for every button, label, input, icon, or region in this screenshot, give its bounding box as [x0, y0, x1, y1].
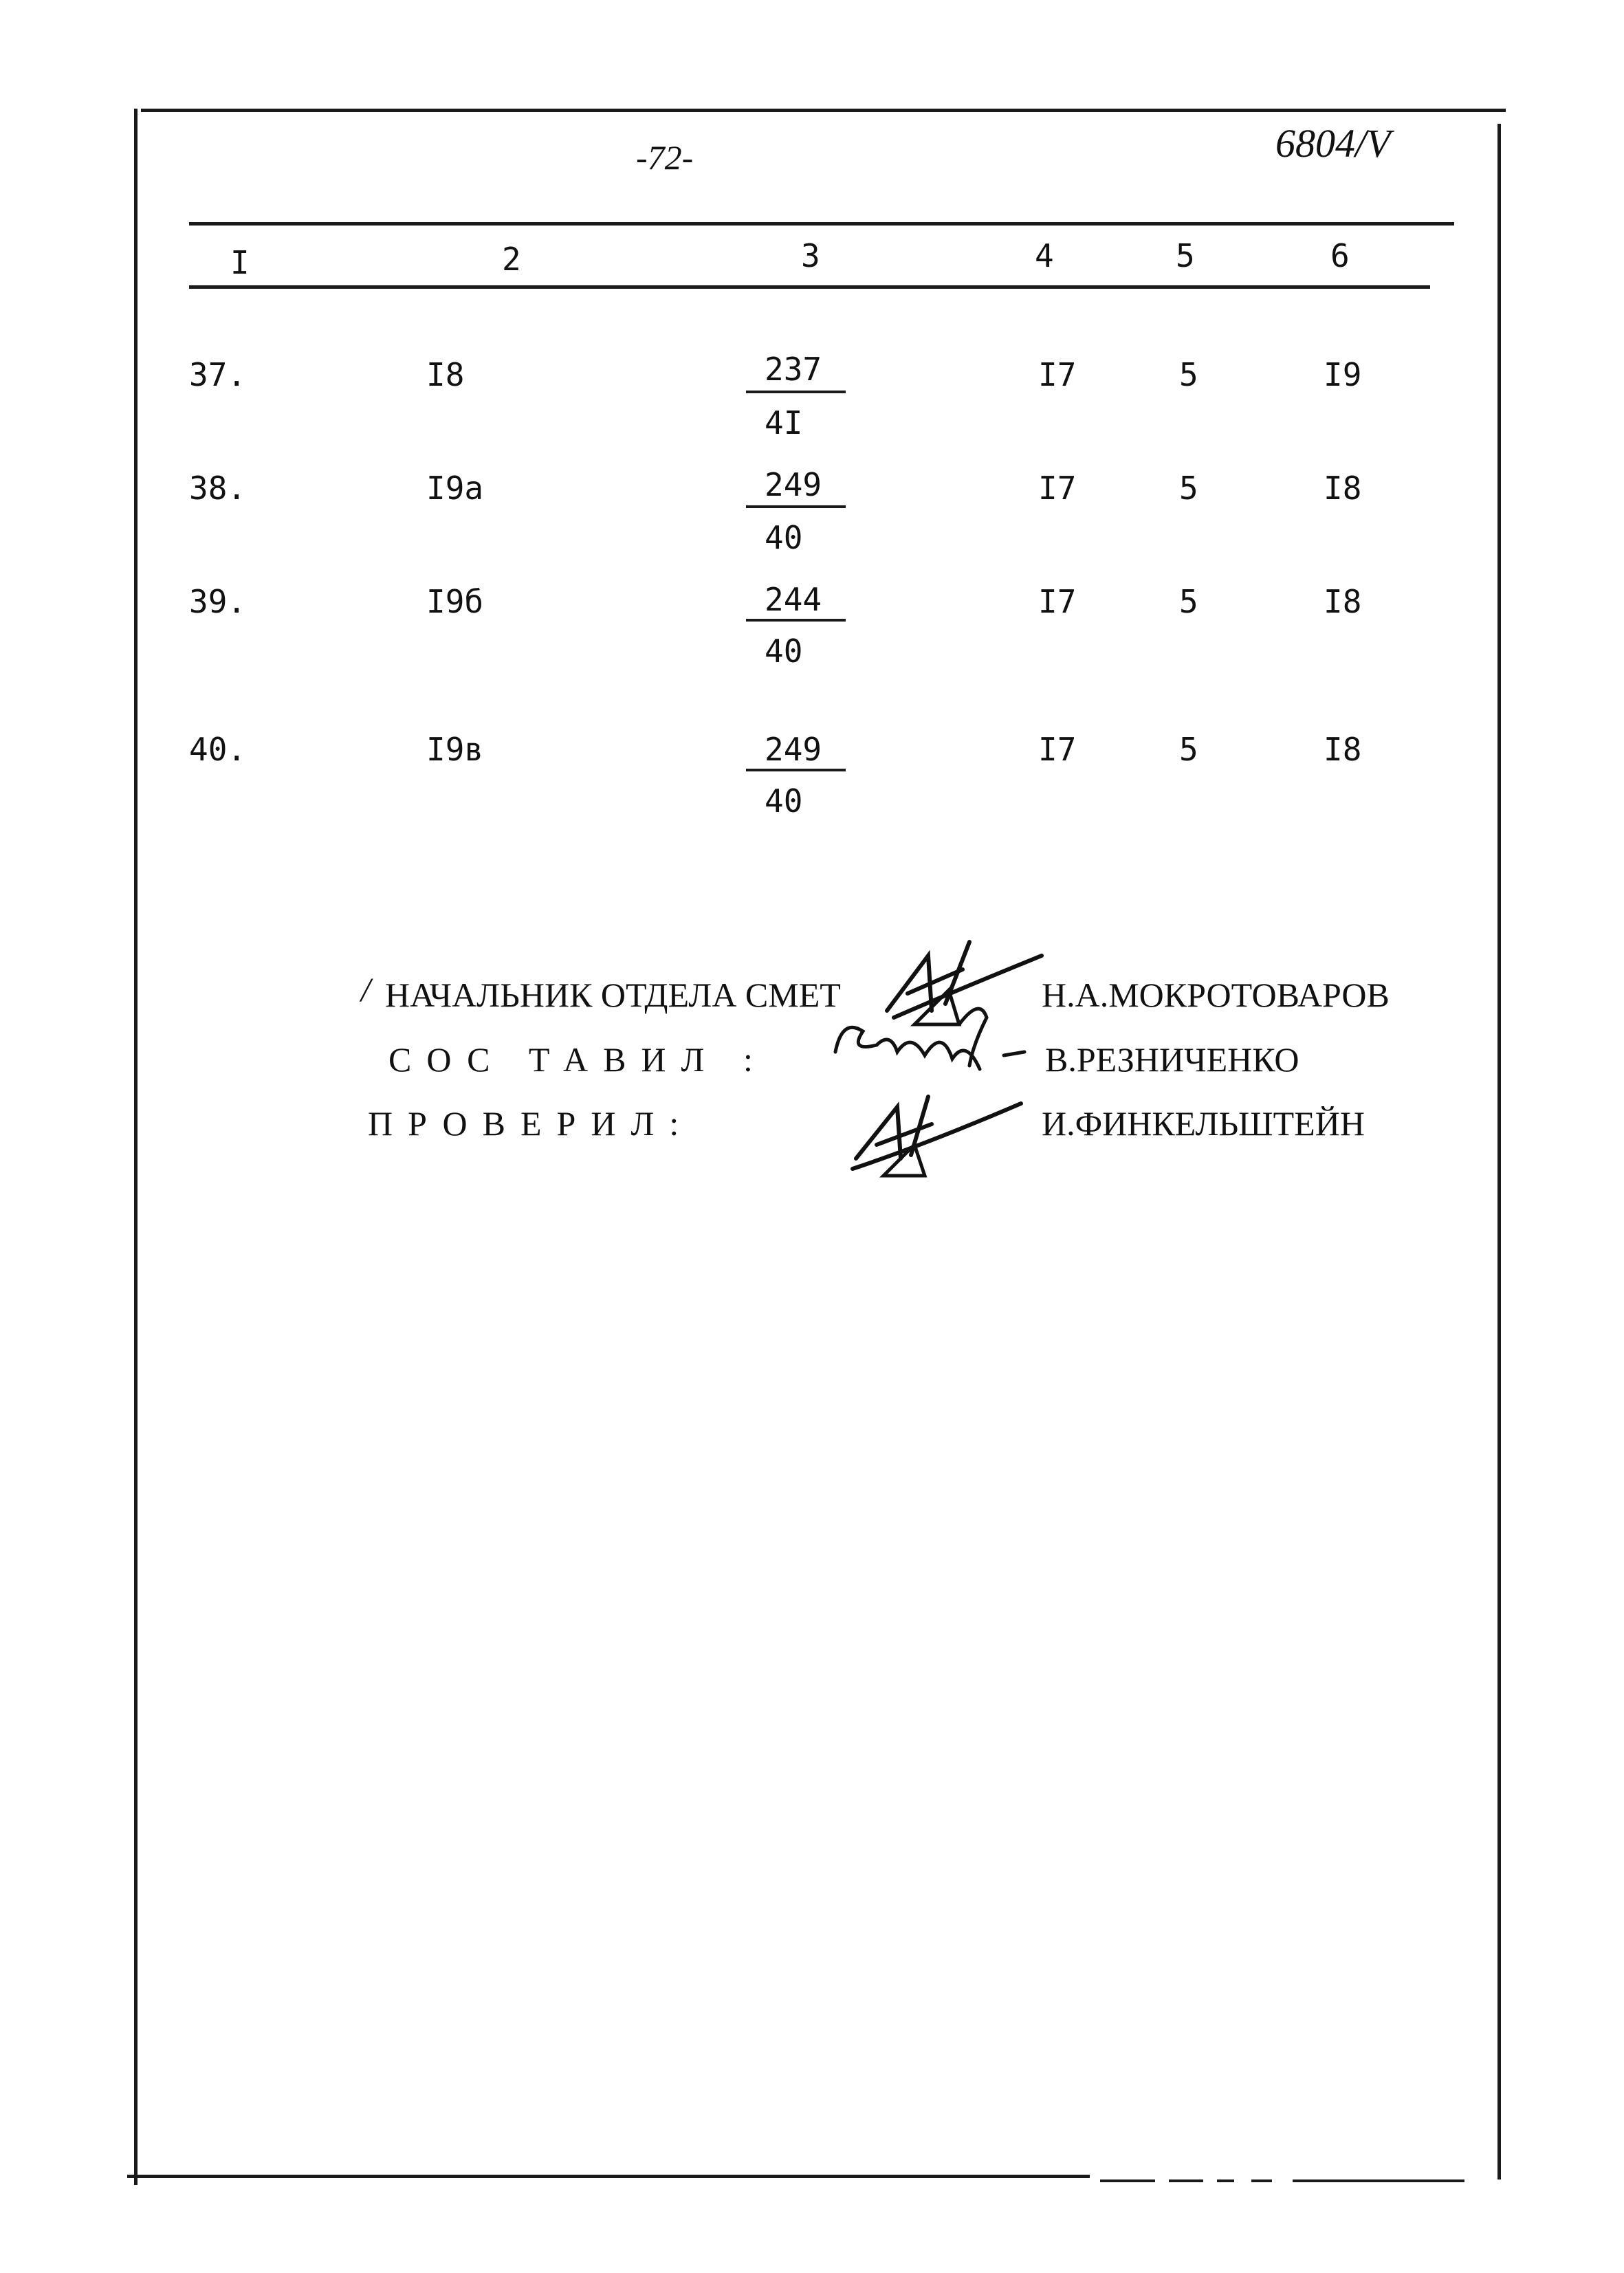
frame-bottom-dash-5	[1293, 2179, 1464, 2182]
fraction-bar	[746, 391, 846, 393]
signature-role-head: НАЧАЛЬНИК ОТДЕЛА СМЕТ	[385, 976, 841, 1014]
signature-name-compiled: В.РЕЗНИЧЕНКО	[1045, 1040, 1299, 1079]
cell-col5: 5	[1179, 583, 1198, 620]
row-number: 39.	[189, 583, 247, 620]
signature-name-head: Н.А.МОКРОТОВАРОВ	[1042, 976, 1390, 1014]
frame-bottom-dash-3	[1217, 2179, 1234, 2182]
fraction-bar	[746, 505, 846, 508]
cell-col3-denominator: 4I	[765, 404, 803, 441]
cell-col2: I9б	[426, 583, 484, 620]
handwritten-signature-3	[829, 1086, 1035, 1189]
cell-col3-denominator: 40	[765, 633, 803, 670]
cell-col5: 5	[1179, 356, 1198, 393]
column-header-4: 4	[1035, 237, 1054, 274]
cell-col4: I7	[1038, 731, 1077, 768]
cell-col4: I7	[1038, 356, 1077, 393]
cell-col5: 5	[1179, 731, 1198, 768]
cell-col3-numerator: 249	[765, 731, 822, 768]
cell-col2: I9в	[426, 731, 484, 768]
table-header-bottom-rule	[189, 285, 1430, 289]
frame-bottom	[127, 2175, 1090, 2178]
frame-bottom-dash-4	[1251, 2179, 1272, 2182]
frame-bottom-dash-2	[1169, 2179, 1203, 2182]
cell-col6: I8	[1324, 470, 1362, 507]
cell-col2: I9а	[426, 470, 484, 507]
signature-role-compiled: СОС ТАВИЛ :	[388, 1040, 768, 1079]
column-header-1: I	[230, 244, 250, 281]
row-number: 37.	[189, 356, 247, 393]
column-header-3: 3	[801, 237, 820, 274]
frame-left	[134, 109, 138, 2185]
page-number: -72-	[636, 138, 694, 177]
signature-tick-mark: /	[361, 970, 371, 1009]
row-number: 40.	[189, 731, 247, 768]
cell-col3-denominator: 40	[765, 782, 803, 820]
column-header-2: 2	[502, 241, 521, 278]
frame-bottom-dash-1	[1100, 2179, 1155, 2182]
frame-right	[1497, 124, 1501, 2179]
cell-col6: I9	[1324, 356, 1362, 393]
column-header-5: 5	[1176, 237, 1195, 274]
row-number: 38.	[189, 470, 247, 507]
column-header-6: 6	[1330, 237, 1350, 274]
cell-col5: 5	[1179, 470, 1198, 507]
table-header-top-rule	[189, 222, 1454, 226]
fraction-bar	[746, 769, 846, 771]
signature-name-checked: И.ФИНКЕЛЬШТЕЙН	[1042, 1104, 1365, 1143]
cell-col6: I8	[1324, 731, 1362, 768]
cell-col6: I8	[1324, 583, 1362, 620]
cell-col4: I7	[1038, 470, 1077, 507]
signature-role-checked: ПРОВЕРИЛ:	[368, 1104, 694, 1143]
cell-col2: I8	[426, 356, 465, 393]
cell-col3-numerator: 237	[765, 351, 822, 388]
fraction-bar	[746, 619, 846, 622]
handwritten-signature-2	[822, 990, 1028, 1093]
cell-col3-denominator: 40	[765, 519, 803, 556]
cell-col3-numerator: 249	[765, 466, 822, 503]
cell-col4: I7	[1038, 583, 1077, 620]
frame-top	[141, 109, 1506, 112]
document-code: 6804/V	[1275, 121, 1391, 166]
cell-col3-numerator: 244	[765, 581, 822, 618]
